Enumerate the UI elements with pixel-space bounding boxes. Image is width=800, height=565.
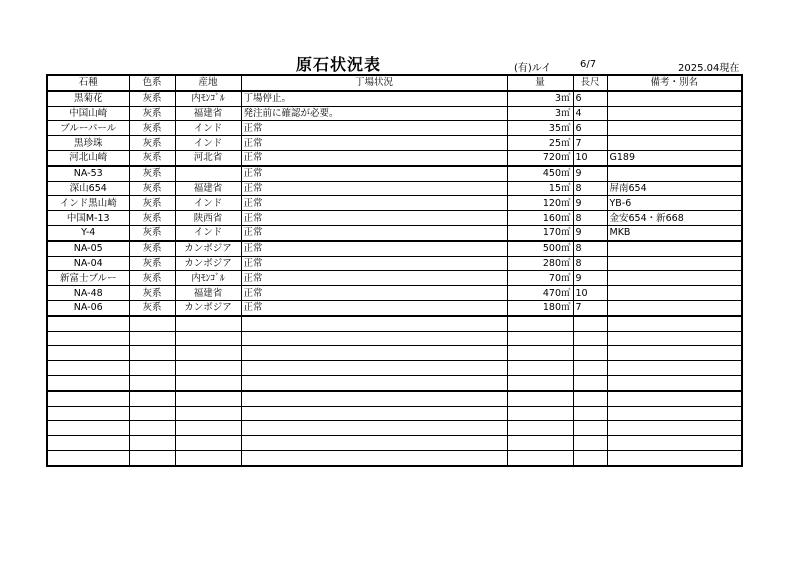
cell-quarry-status: 丁場停止。 (241, 91, 507, 106)
cell-stone (47, 316, 129, 331)
cell-long: 9 (573, 166, 607, 181)
table-row (47, 286, 742, 301)
cell-quarry-status (241, 361, 507, 376)
cell-origin: カンボジア (175, 241, 241, 256)
cell-note (607, 256, 742, 271)
cell-quantity (507, 361, 573, 376)
table-row (47, 391, 742, 406)
cell-color: 灰系 (129, 106, 175, 121)
cell-stone: ブルーパール (47, 121, 129, 136)
cell-stone: 中国M-13 (47, 211, 129, 226)
cell-note (607, 406, 742, 421)
cell-origin (175, 406, 241, 421)
cell-note (607, 361, 742, 376)
cell-long (573, 406, 607, 421)
company-name: (有)ルイ (514, 63, 552, 74)
cell-color (129, 375, 175, 390)
table-row (47, 91, 742, 106)
stone-status-table (46, 74, 743, 467)
cell-color (129, 316, 175, 331)
cell-color (129, 421, 175, 436)
cell-origin: インド (175, 121, 241, 136)
cell-origin: 福建省 (175, 181, 241, 196)
table-row (47, 421, 742, 436)
cell-stone (47, 346, 129, 361)
cell-note (607, 106, 742, 121)
cell-quantity: 3㎥ (507, 91, 573, 106)
cell-quarry-status (241, 331, 507, 346)
cell-note (607, 121, 742, 136)
cell-origin: インド (175, 196, 241, 211)
cell-long: 9 (573, 225, 607, 240)
cell-quantity: 160㎥ (507, 211, 573, 226)
as-of-date: 2025.04現在 (678, 63, 740, 74)
cell-color: 灰系 (129, 150, 175, 165)
cell-quarry-status (241, 375, 507, 390)
table-row (47, 450, 742, 465)
cell-stone: 新富士ブルー (47, 271, 129, 286)
table-row (47, 300, 742, 315)
cell-note (607, 421, 742, 436)
cell-stone: インド黒山崎 (47, 196, 129, 211)
cell-quantity: 25㎥ (507, 136, 573, 151)
col-header-color: 色系 (129, 75, 175, 91)
cell-long (573, 346, 607, 361)
cell-color: 灰系 (129, 271, 175, 286)
cell-quantity: 500㎥ (507, 241, 573, 256)
cell-quarry-status: 正常 (241, 271, 507, 286)
cell-color: 灰系 (129, 166, 175, 181)
cell-note: G189 (607, 150, 742, 165)
cell-note (607, 300, 742, 315)
cell-origin: 内ﾓﾝｺﾞﾙ (175, 91, 241, 106)
cell-quantity: 35㎥ (507, 121, 573, 136)
table-row (47, 166, 742, 181)
cell-color: 灰系 (129, 211, 175, 226)
cell-note (607, 391, 742, 406)
cell-stone (47, 375, 129, 390)
cell-color (129, 391, 175, 406)
cell-quantity (507, 316, 573, 331)
cell-note: YB-6 (607, 196, 742, 211)
table-row (47, 406, 742, 421)
table-row (47, 256, 742, 271)
table-row (47, 346, 742, 361)
cell-note: 屏南654 (607, 181, 742, 196)
cell-long: 7 (573, 300, 607, 315)
col-header-origin: 産地 (175, 75, 241, 91)
cell-stone: NA-53 (47, 166, 129, 181)
cell-color (129, 361, 175, 376)
cell-quarry-status: 発注前に確認が必要。 (241, 106, 507, 121)
cell-color: 灰系 (129, 91, 175, 106)
cell-quantity: 120㎥ (507, 196, 573, 211)
cell-stone: 深山654 (47, 181, 129, 196)
cell-quarry-status: 正常 (241, 225, 507, 240)
table-row (47, 271, 742, 286)
cell-quarry-status (241, 450, 507, 465)
cell-note (607, 316, 742, 331)
cell-quantity (507, 346, 573, 361)
cell-stone (47, 361, 129, 376)
cell-origin (175, 436, 241, 451)
cell-quarry-status: 正常 (241, 211, 507, 226)
cell-note (607, 91, 742, 106)
table-row (47, 196, 742, 211)
cell-quarry-status: 正常 (241, 286, 507, 301)
cell-long: 8 (573, 211, 607, 226)
cell-origin: カンボジア (175, 256, 241, 271)
cell-quantity: 720㎥ (507, 150, 573, 165)
cell-quantity: 280㎥ (507, 256, 573, 271)
cell-quarry-status: 正常 (241, 150, 507, 165)
cell-note: MKB (607, 225, 742, 240)
cell-long: 6 (573, 91, 607, 106)
cell-note (607, 346, 742, 361)
cell-stone: 河北山崎 (47, 150, 129, 165)
cell-color (129, 331, 175, 346)
cell-stone: 黒珍珠 (47, 136, 129, 151)
cell-color (129, 450, 175, 465)
cell-origin (175, 375, 241, 390)
col-header-quantity: 量 (507, 75, 573, 91)
cell-color: 灰系 (129, 286, 175, 301)
cell-stone: NA-04 (47, 256, 129, 271)
cell-quantity: 450㎥ (507, 166, 573, 181)
cell-long: 6 (573, 121, 607, 136)
cell-quantity: 170㎥ (507, 225, 573, 240)
cell-origin (175, 331, 241, 346)
cell-quarry-status: 正常 (241, 166, 507, 181)
cell-long (573, 450, 607, 465)
cell-long: 4 (573, 106, 607, 121)
cell-color: 灰系 (129, 196, 175, 211)
page-title: 原石状況表 (296, 55, 382, 74)
cell-stone: 中国山崎 (47, 106, 129, 121)
cell-quarry-status: 正常 (241, 136, 507, 151)
cell-quarry-status (241, 421, 507, 436)
cell-color (129, 406, 175, 421)
cell-origin: 福建省 (175, 286, 241, 301)
cell-note (607, 436, 742, 451)
cell-long (573, 331, 607, 346)
cell-quantity (507, 331, 573, 346)
cell-note (607, 166, 742, 181)
cell-long: 9 (573, 196, 607, 211)
cell-long: 8 (573, 241, 607, 256)
cell-color: 灰系 (129, 241, 175, 256)
cell-quarry-status (241, 436, 507, 451)
cell-origin (175, 316, 241, 331)
cell-origin: 河北省 (175, 150, 241, 165)
table-row (47, 436, 742, 451)
cell-origin: カンボジア (175, 300, 241, 315)
cell-origin (175, 166, 241, 181)
cell-origin (175, 421, 241, 436)
cell-origin: 陕西省 (175, 211, 241, 226)
col-header-stone: 石種 (47, 75, 129, 91)
cell-origin (175, 450, 241, 465)
cell-long: 8 (573, 256, 607, 271)
cell-stone: Y-4 (47, 225, 129, 240)
page-number: 6/7 (580, 59, 597, 70)
table-row (47, 225, 742, 240)
cell-stone (47, 391, 129, 406)
col-header-note: 備考・別名 (607, 75, 742, 91)
cell-quarry-status (241, 346, 507, 361)
cell-color: 灰系 (129, 121, 175, 136)
cell-stone (47, 421, 129, 436)
table-row (47, 121, 742, 136)
cell-note (607, 450, 742, 465)
cell-color: 灰系 (129, 225, 175, 240)
cell-origin (175, 361, 241, 376)
cell-stone (47, 436, 129, 451)
cell-quantity: 470㎥ (507, 286, 573, 301)
cell-quarry-status: 正常 (241, 196, 507, 211)
col-header-quarry-status: 丁場状況 (241, 75, 507, 91)
cell-color: 灰系 (129, 256, 175, 271)
cell-color: 灰系 (129, 136, 175, 151)
cell-stone (47, 450, 129, 465)
cell-long (573, 391, 607, 406)
col-header-long: 長尺 (573, 75, 607, 91)
table-row (47, 106, 742, 121)
cell-quarry-status: 正常 (241, 300, 507, 315)
cell-note (607, 136, 742, 151)
cell-quarry-status (241, 406, 507, 421)
cell-long: 9 (573, 271, 607, 286)
table-row (47, 375, 742, 390)
cell-long: 10 (573, 150, 607, 165)
cell-origin: インド (175, 136, 241, 151)
cell-note (607, 241, 742, 256)
cell-quarry-status: 正常 (241, 181, 507, 196)
cell-quantity: 70㎥ (507, 271, 573, 286)
cell-note (607, 375, 742, 390)
cell-quantity: 180㎥ (507, 300, 573, 315)
cell-quarry-status (241, 316, 507, 331)
table-row (47, 331, 742, 346)
cell-stone: 黒菊花 (47, 91, 129, 106)
cell-note (607, 286, 742, 301)
table-row (47, 211, 742, 226)
cell-stone: NA-48 (47, 286, 129, 301)
cell-quantity: 15㎥ (507, 181, 573, 196)
cell-long: 7 (573, 136, 607, 151)
cell-quantity: 3㎥ (507, 106, 573, 121)
cell-long (573, 375, 607, 390)
cell-stone: NA-06 (47, 300, 129, 315)
cell-stone: NA-05 (47, 241, 129, 256)
cell-long (573, 316, 607, 331)
cell-origin (175, 391, 241, 406)
table-row (47, 361, 742, 376)
cell-long: 10 (573, 286, 607, 301)
cell-note (607, 271, 742, 286)
cell-origin: 内ﾓﾝｺﾞﾙ (175, 271, 241, 286)
cell-quantity (507, 421, 573, 436)
cell-origin: インド (175, 225, 241, 240)
table-row (47, 241, 742, 256)
cell-origin (175, 346, 241, 361)
cell-long: 8 (573, 181, 607, 196)
cell-note (607, 331, 742, 346)
cell-quarry-status: 正常 (241, 121, 507, 136)
cell-quantity (507, 436, 573, 451)
cell-color: 灰系 (129, 181, 175, 196)
cell-quantity (507, 406, 573, 421)
cell-quarry-status: 正常 (241, 256, 507, 271)
cell-long (573, 361, 607, 376)
cell-quantity (507, 391, 573, 406)
cell-stone (47, 406, 129, 421)
cell-color (129, 436, 175, 451)
cell-quarry-status (241, 391, 507, 406)
table-row (47, 181, 742, 196)
cell-long (573, 436, 607, 451)
cell-long (573, 421, 607, 436)
table-row (47, 136, 742, 151)
table-row (47, 150, 742, 165)
cell-quantity (507, 375, 573, 390)
cell-note: 金安654・新668 (607, 211, 742, 226)
header-row (47, 75, 742, 91)
cell-stone (47, 331, 129, 346)
cell-quarry-status: 正常 (241, 241, 507, 256)
cell-color (129, 346, 175, 361)
table-row (47, 316, 742, 331)
cell-origin: 福建省 (175, 106, 241, 121)
cell-color: 灰系 (129, 300, 175, 315)
cell-quantity (507, 450, 573, 465)
